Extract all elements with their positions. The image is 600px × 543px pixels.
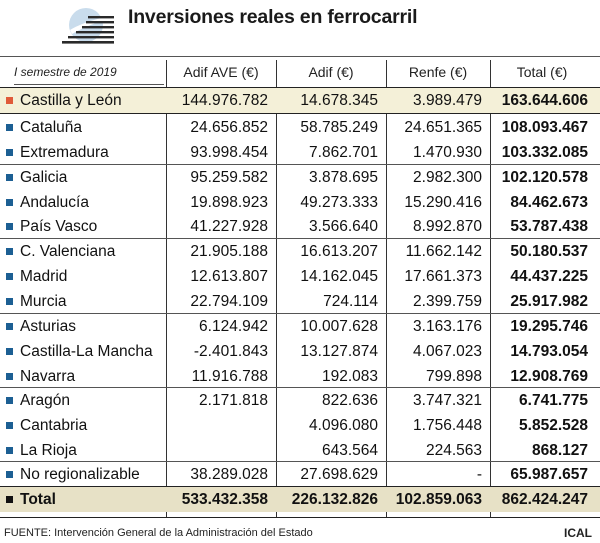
table-row: [0, 438, 600, 463]
table-row: [0, 339, 600, 364]
renfe-value: 1.756.448: [413, 417, 482, 434]
region-name: No regionalizable: [20, 466, 140, 483]
total-value: 44.437.225: [510, 268, 588, 285]
adif-value: 724.114: [323, 293, 378, 310]
total-value: 25.917.982: [510, 293, 588, 310]
total-value: 163.644.606: [501, 92, 588, 109]
adif-value: 226.132.826: [291, 491, 378, 508]
table-row: [0, 462, 600, 487]
region-name: Asturias: [20, 318, 76, 335]
region-name: Andalucía: [20, 194, 89, 211]
adif-value: 3.878.695: [309, 169, 378, 186]
adif-ave-value: 533.432.358: [181, 491, 268, 508]
adif-value: 27.698.629: [300, 466, 378, 483]
region-name: Castilla-La Mancha: [20, 343, 153, 360]
region-name: Madrid: [20, 268, 68, 285]
region-name: Murcia: [20, 293, 67, 310]
table-row: [0, 364, 600, 389]
adif-value: 13.127.874: [300, 343, 378, 360]
region-name: Extremadura: [20, 144, 109, 161]
adif-ave-value: [167, 413, 268, 438]
region-name: Total: [20, 491, 56, 508]
region-name: Aragón: [20, 392, 70, 409]
bullet-icon: [6, 348, 13, 355]
bullet-icon: [6, 298, 13, 305]
adif-value: 14.678.345: [300, 92, 378, 109]
group-divider: [0, 387, 600, 388]
total-value: 5.852.528: [519, 417, 588, 434]
renfe-value: 11.662.142: [405, 243, 482, 260]
group-divider: [0, 461, 600, 462]
total-row: [0, 487, 600, 512]
total-value: 53.787.438: [510, 218, 588, 235]
region-name: País Vasco: [20, 218, 98, 235]
region-name: Galicia: [20, 169, 68, 186]
col-adif-header: Adif (€): [308, 64, 354, 80]
renfe-value: 102.859.063: [395, 491, 482, 508]
total-value: 84.462.673: [510, 194, 588, 211]
adif-value: 49.273.333: [300, 194, 378, 211]
adif-ave-value: 144.976.782: [181, 92, 268, 109]
region-name: C. Valenciana: [20, 243, 116, 260]
col-adif-ave-header: Adif AVE (€): [183, 64, 259, 80]
adif-value: 643.564: [321, 442, 378, 459]
adif-ave-value: 12.613.807: [190, 268, 268, 285]
renfe-value: 24.651.365: [404, 119, 482, 136]
period-label: I semestre de 2019: [14, 65, 117, 79]
page-title: Inversiones reales en ferrocarril: [128, 6, 418, 28]
renfe-value: 799.898: [425, 368, 482, 385]
bullet-icon: [6, 149, 13, 156]
renfe-value: 8.992.870: [413, 218, 482, 235]
total-value: 108.093.467: [501, 119, 588, 136]
adif-ave-value: 95.259.582: [190, 169, 268, 186]
adif-value: 58.785.249: [300, 119, 378, 136]
total-value: 103.332.085: [501, 144, 588, 161]
total-value: 102.120.578: [501, 169, 588, 186]
rail-logo-icon: [58, 4, 120, 50]
group-divider: [0, 313, 600, 314]
adif-ave-value: [167, 438, 268, 463]
adif-ave-value: 6.124.942: [199, 318, 268, 335]
table-row: [0, 140, 600, 165]
bullet-icon: [6, 447, 13, 454]
adif-ave-value: 93.998.454: [190, 144, 268, 161]
adif-ave-value: 21.905.188: [190, 243, 268, 260]
renfe-value: 3.163.176: [413, 318, 482, 335]
table-rule: [0, 113, 600, 114]
bullet-icon: [6, 174, 13, 181]
bullet-icon: [6, 323, 13, 330]
adif-value: 10.007.628: [300, 318, 378, 335]
bullet-icon: [6, 471, 13, 478]
bullet-icon: [6, 97, 13, 104]
table-rule: [0, 486, 600, 487]
region-name: Cataluña: [20, 119, 83, 136]
renfe-value: 2.982.300: [413, 169, 482, 186]
total-value: 12.908.769: [510, 368, 588, 385]
bullet-icon: [6, 397, 13, 404]
column-headers: [0, 60, 600, 84]
col-renfe-header: Renfe (€): [408, 64, 468, 80]
adif-ave-value: -2.401.843: [193, 343, 268, 360]
bullet-icon: [6, 496, 13, 503]
total-value: 50.180.537: [510, 243, 588, 260]
renfe-value: 17.661.373: [404, 268, 482, 285]
table-row: [0, 388, 600, 413]
group-divider: [0, 164, 600, 165]
col-total-header: Total (€): [516, 64, 568, 80]
bullet-icon: [6, 273, 13, 280]
adif-value: 3.566.640: [309, 218, 378, 235]
table-row: [0, 115, 600, 140]
adif-ave-value: 2.171.818: [199, 392, 268, 409]
adif-value: 14.162.045: [300, 268, 378, 285]
renfe-value: 2.399.759: [413, 293, 482, 310]
table-row: [0, 165, 600, 190]
table-row: [0, 88, 600, 113]
region-name: Navarra: [20, 368, 76, 385]
period-underline: [14, 84, 164, 85]
table-rule: [0, 517, 600, 518]
bullet-icon: [6, 422, 13, 429]
adif-value: 4.096.080: [309, 417, 378, 434]
renfe-value: 224.563: [425, 442, 482, 459]
adif-ave-value: 41.227.928: [190, 218, 268, 235]
total-value: 65.987.657: [510, 466, 588, 483]
renfe-value: 1.470.930: [413, 144, 482, 161]
adif-ave-value: 19.898.923: [190, 194, 268, 211]
adif-ave-value: 11.916.788: [191, 368, 268, 385]
bullet-icon: [6, 199, 13, 206]
table-rule: [0, 87, 600, 88]
total-value: 868.127: [531, 442, 588, 459]
table-row: [0, 264, 600, 289]
top-rule: [0, 56, 600, 57]
renfe-value: 4.067.023: [413, 343, 482, 360]
table-row: [0, 239, 600, 264]
group-divider: [0, 238, 600, 239]
total-value: 6.741.775: [519, 392, 588, 409]
region-name: Castilla y León: [20, 92, 122, 109]
adif-ave-value: 38.289.028: [190, 466, 268, 483]
adif-value: 16.613.207: [300, 243, 378, 260]
table-row: [0, 289, 600, 314]
bullet-icon: [6, 248, 13, 255]
bullet-icon: [6, 373, 13, 380]
total-value: 14.793.054: [510, 343, 588, 360]
source-note: FUENTE: Intervención General de la Administración del Estado: [4, 527, 313, 539]
adif-ave-value: 22.794.109: [190, 293, 268, 310]
renfe-value: 15.290.416: [404, 194, 482, 211]
total-value: 19.295.746: [510, 318, 588, 335]
renfe-value: -: [476, 466, 482, 483]
table-row: [0, 214, 600, 239]
region-name: La Rioja: [20, 442, 77, 459]
renfe-value: 3.747.321: [413, 392, 482, 409]
table-row: [0, 190, 600, 215]
renfe-value: 3.989.479: [413, 92, 482, 109]
adif-value: 7.862.701: [309, 144, 378, 161]
adif-value: 192.083: [321, 368, 378, 385]
adif-value: 822.636: [321, 392, 378, 409]
bullet-icon: [6, 223, 13, 230]
region-name: Cantabria: [20, 417, 88, 434]
bullet-icon: [6, 124, 13, 131]
table-row: [0, 314, 600, 339]
total-value: 862.424.247: [501, 491, 588, 508]
adif-ave-value: 24.656.852: [190, 119, 268, 136]
table-row: [0, 413, 600, 438]
header: [0, 0, 600, 54]
brand-label: ICAL: [564, 526, 592, 540]
